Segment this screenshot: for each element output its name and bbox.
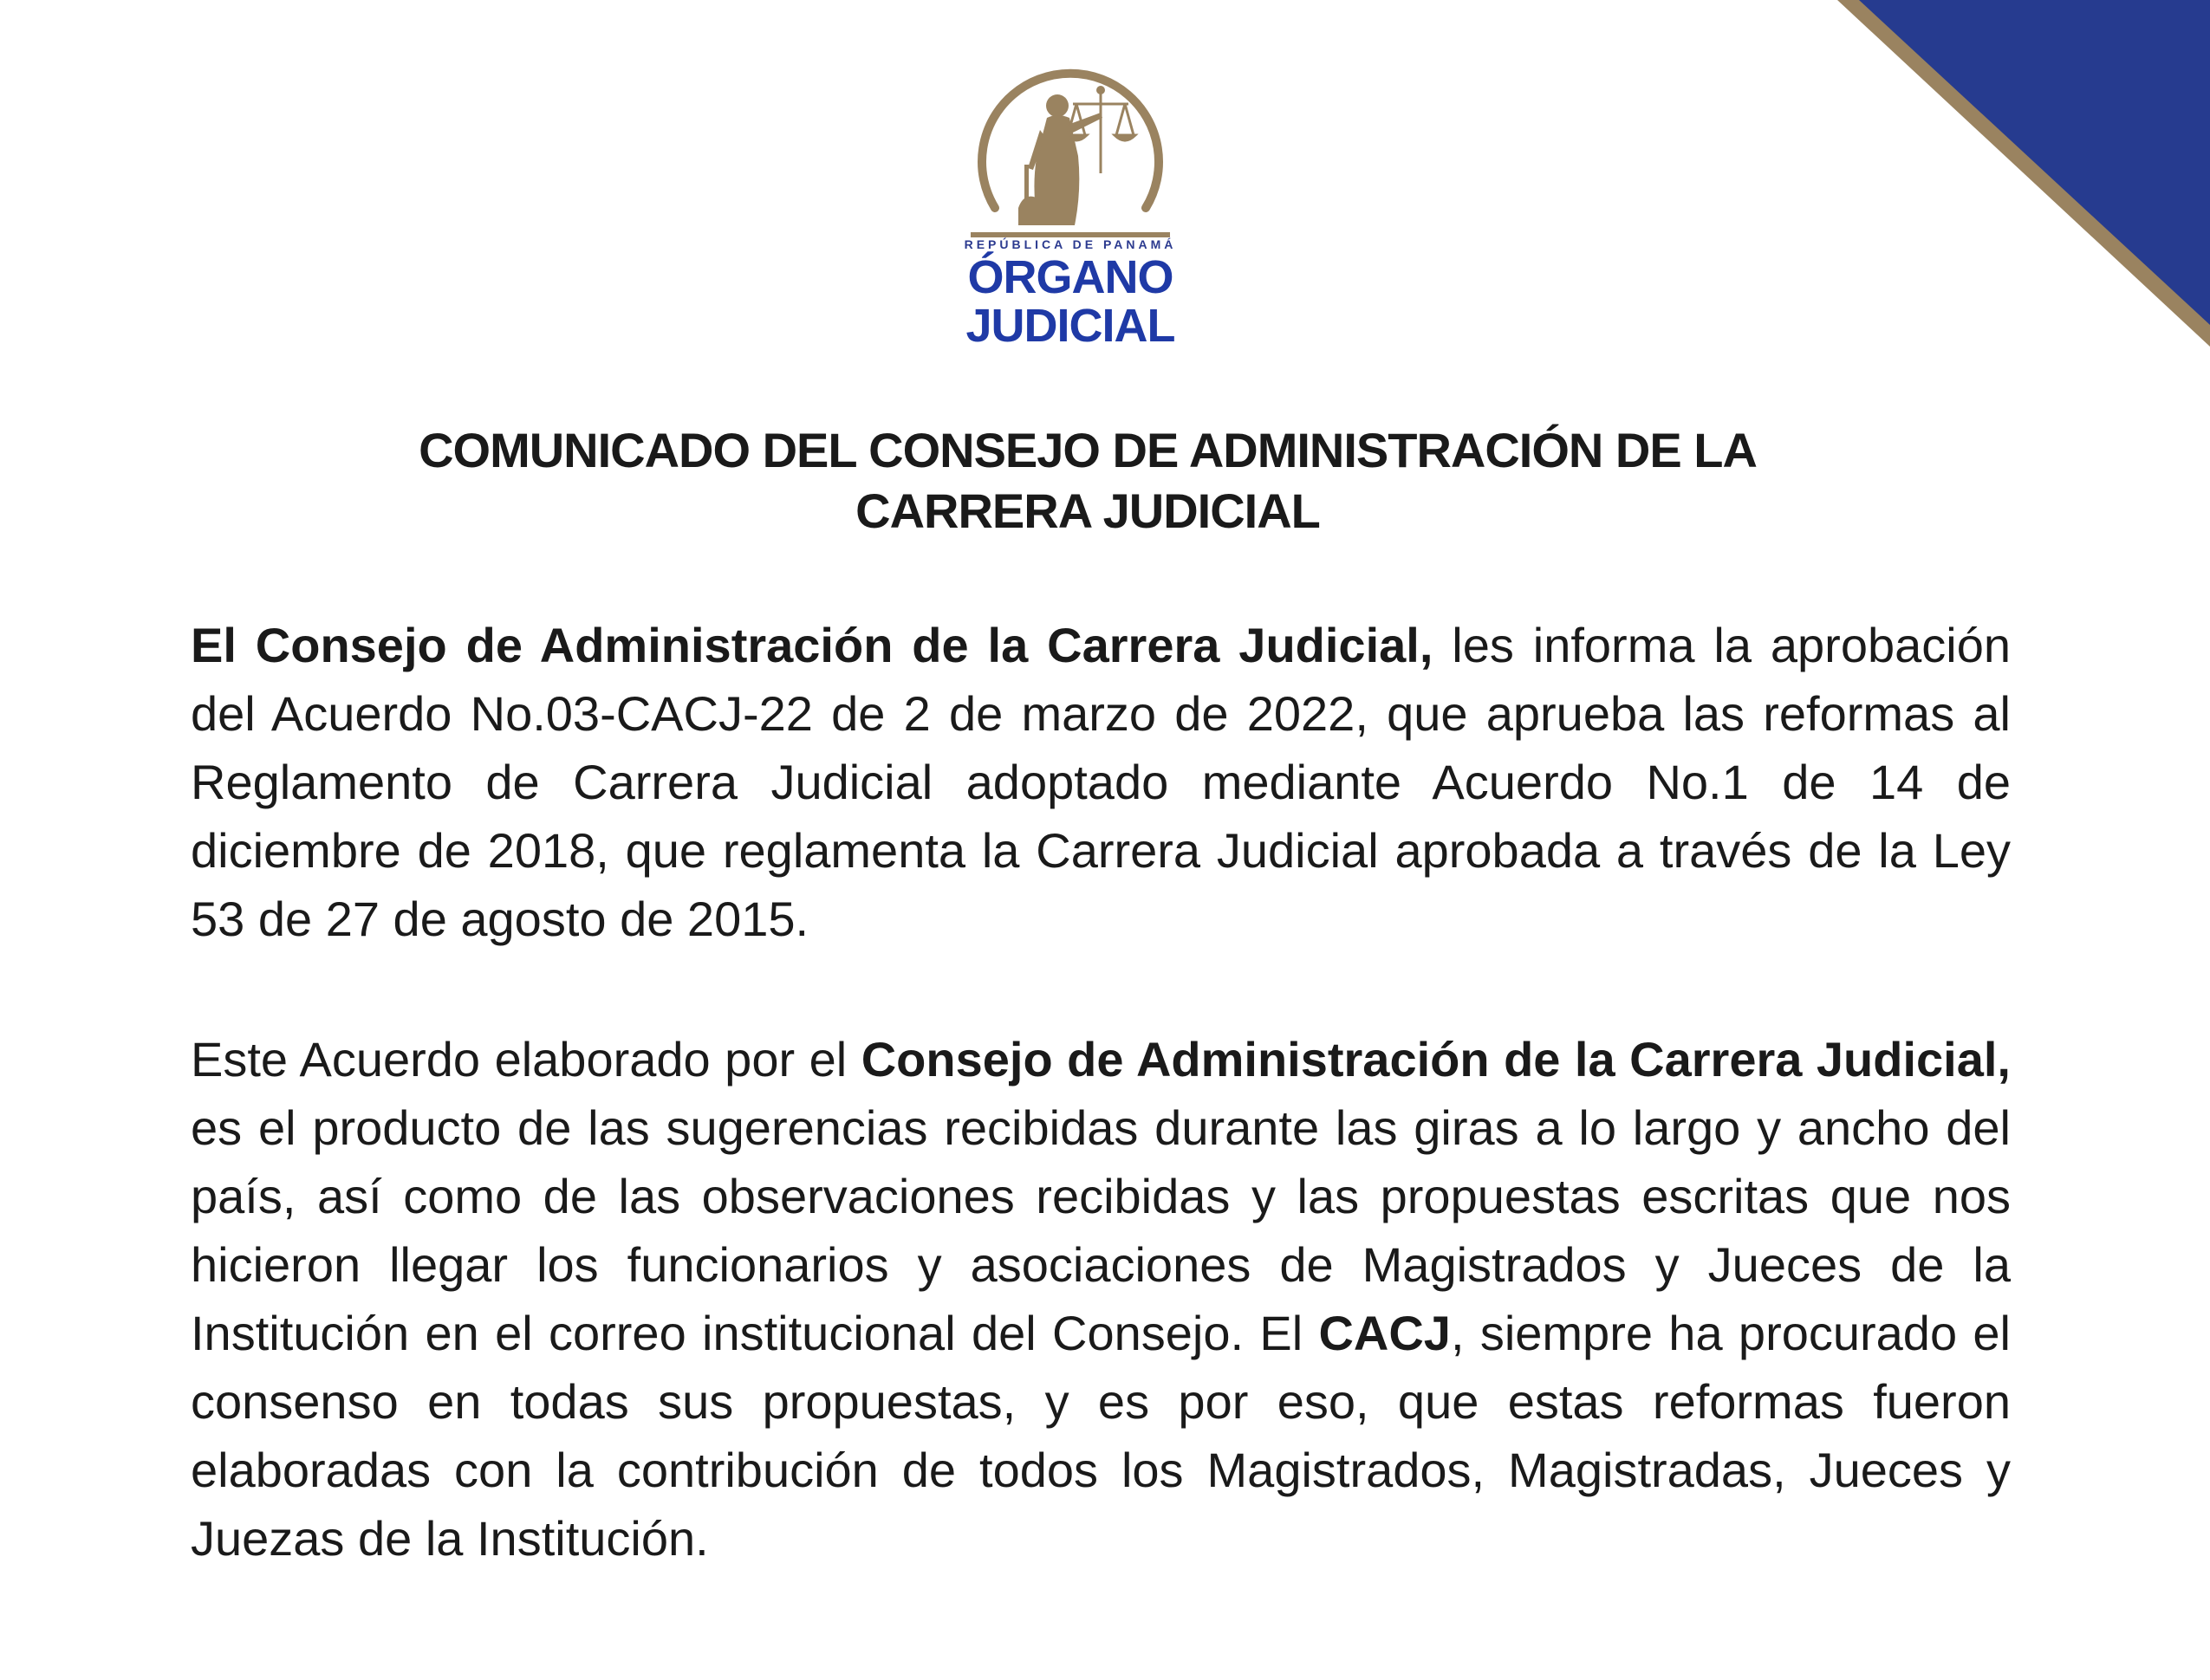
paragraph-2-bold-a: Consejo de Administración de la Carrera Judicial, <box>861 1032 2011 1086</box>
document-title <box>173 420 2002 542</box>
paragraph-1-text: les informa la aprobación del Acuerdo No.03-CACJ-22 de 2 de marzo de 2022, que aprueba las reformas al Reglamento de Carrera Judicial adoptado mediante Acuerdo No.1 de 14 de diciembre de 2018, que reglamenta la Carrera Judicial aprobada a través de la Ley 53 de 27 de agosto de 2015. <box>191 618 2011 946</box>
paragraph-2-text-b: es el producto de las sugerencias recibidas durante las giras a lo largo y ancho del país, así como de las observaciones recibidas y las propuestas escritas que nos hicieron llegar los funcionarios y asociaciones de Magistrados y Jueces de la Institución en el correo institucional del Consejo. El <box>191 1100 2011 1360</box>
paragraph-2-text-c: , siempre ha procurado el consenso en todas sus propuestas, y es por eso, que estas reformas fueron elaboradas con la contribución de todos los Magistrados, Magistradas, Jueces y Juezas de la Institución. <box>191 1306 2011 1566</box>
title-line-2: CARRERA JUDICIAL <box>855 483 1320 538</box>
corner-decoration <box>1725 0 2210 347</box>
paragraph-2 <box>191 1025 2011 1573</box>
navy-corner-triangle <box>1859 0 2210 325</box>
scales-of-justice-seal-icon <box>971 61 1170 247</box>
paragraph-2-bold-cacj: CACJ <box>1318 1306 1451 1360</box>
paragraph-1-bold-lead: El Consejo de Administración de la Carrera Judicial, <box>191 618 1433 672</box>
paragraph-2-text-a: Este Acuerdo elaborado por el <box>191 1032 861 1086</box>
paragraph-1 <box>191 611 2011 953</box>
organo-judicial-logo <box>962 61 1179 352</box>
title-line-1: COMUNICADO DEL CONSEJO DE ADMINISTRACIÓN DE LA <box>419 423 1757 477</box>
logo-judicial-text: JUDICIAL <box>965 300 1175 352</box>
logo-organo-text: ÓRGANO <box>967 251 1173 303</box>
logo-republica-text: REPÚBLICA DE PANAMÁ <box>964 237 1177 251</box>
